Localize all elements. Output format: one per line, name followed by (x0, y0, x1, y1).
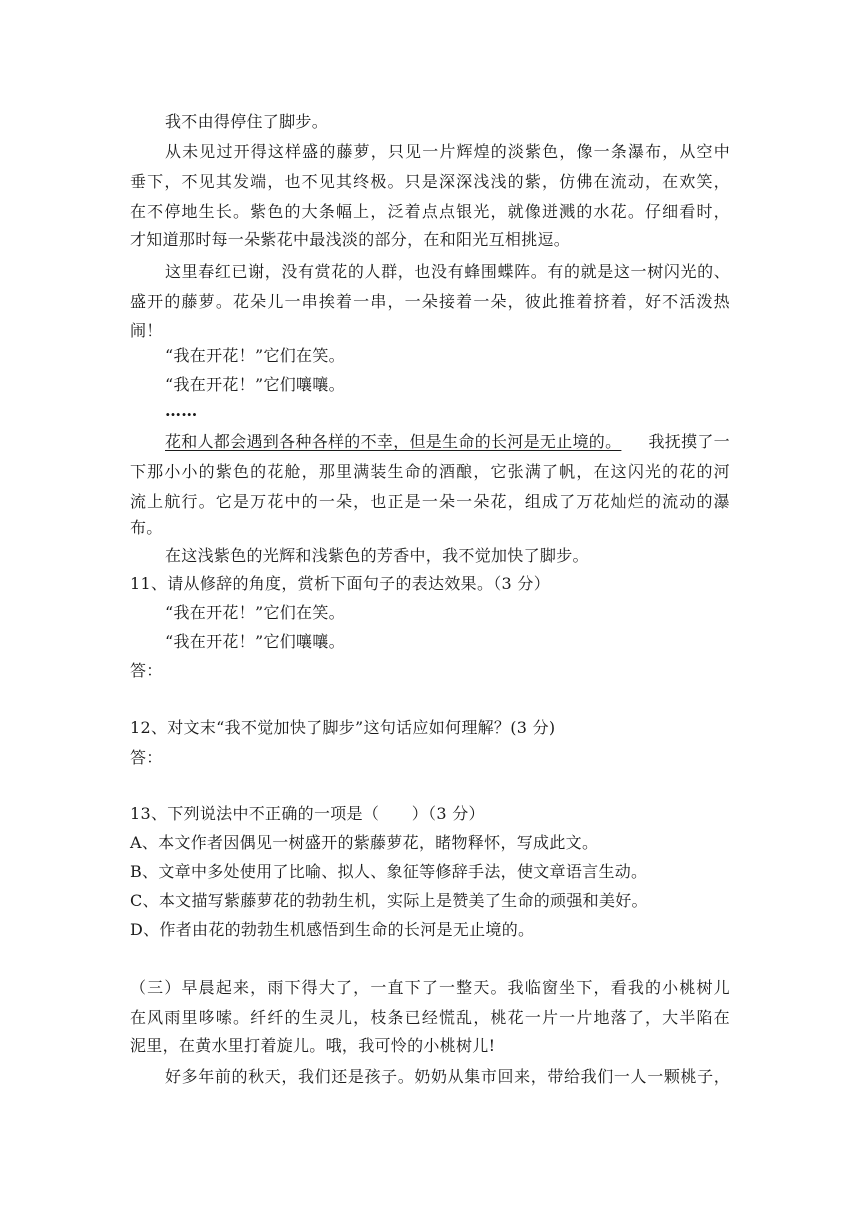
passage-line: 这里春红已谢，没有赏花的人群，也没有蜂围蝶阵。有的就是这一树闪光的、 (165, 262, 730, 281)
passage-line: 垂下，不见其发端，也不见其终极。只是深深浅浅的紫，仿佛在流动，在欢笑， (130, 172, 730, 191)
option-b: B、文章中多处使用了比喻、拟人、象征等修辞手法，使文章语言生动。 (130, 862, 648, 881)
passage-text: 我抚摸了一 (648, 432, 730, 451)
passage-line: 在这浅紫色的光辉和浅紫色的芳香中，我不觉加快了脚步。 (165, 546, 589, 565)
quote-line: “我在开花！”它们在笑。 (165, 346, 345, 365)
passage-line: 流上航行。它是万花中的一朵，也正是一朵一朵花，组成了万花灿烂的流动的瀑 (130, 492, 730, 511)
answer-label: 答： (130, 748, 163, 767)
answer-label: 答： (130, 661, 163, 680)
underlined-sentence: 花和人都会遇到各种各样的不幸，但是生命的长河是无止境的。 (165, 432, 622, 451)
passage-line: 下那小小的紫色的花舱，那里满装生命的酒酿，它张满了帆，在这闪光的花的河 (130, 462, 730, 481)
passage-line: 在风雨里哆嗦。纤纤的生灵儿，枝条已经慌乱，桃花一片一片地落了，大半陷在 (130, 1008, 730, 1027)
option-d: D、作者由花的勃勃生机感悟到生命的长河是无止境的。 (130, 920, 535, 939)
passage-line: 布。 (130, 518, 163, 537)
ellipsis: …… (165, 401, 198, 420)
quote-line: “我在开花！”它们嚷嚷。 (165, 632, 345, 651)
passage-line: 闹！ (130, 321, 163, 340)
passage-line: 在不停地生长。紫色的大条幅上，泛着点点银光，就像迸溅的水花。仔细看时， (130, 202, 730, 221)
option-a: A、本文作者因偶见一树盛开的紫藤萝花，睹物释怀，写成此文。 (130, 833, 599, 852)
question-13: 13、下列说法中不正确的一项是（ ）（3 分） (130, 804, 485, 823)
passage-line: 泥里，在黄水里打着旋儿。哦，我可怜的小桃树儿! (130, 1036, 496, 1055)
passage-line (165, 432, 730, 452)
passage-line: 从未见过开得这样盛的藤萝，只见一片辉煌的淡紫色，像一条瀑布，从空中 (165, 142, 730, 161)
question-12: 12、对文末“我不觉加快了脚步”这句话应如何理解？(3 分) (130, 718, 556, 737)
passage-line: 才知道那时每一朵紫花中最浅淡的部分，在和阳光互相挑逗。 (130, 230, 571, 249)
passage-line: 好多年前的秋天，我们还是孩子。奶奶从集市回来，带给我们一人一颗桃子， (165, 1067, 730, 1086)
passage-line: 我不由得停住了脚步。 (165, 112, 329, 131)
option-c: C、本文描写紫藤萝花的勃勃生机，实际上是赞美了生命的顽强和美好。 (130, 891, 648, 910)
quote-line: “我在开花！”它们嚷嚷。 (165, 375, 345, 394)
passage-line: （三）早晨起来，雨下得大了，一直下了一整天。我临窗坐下，看我的小桃树儿 (130, 978, 730, 997)
quote-line: “我在开花！”它们在笑。 (165, 603, 345, 622)
passage-line: 盛开的藤萝。花朵儿一串挨着一串，一朵接着一朵，彼此推着挤着，好不活泼热 (130, 292, 730, 311)
question-11: 11、请从修辞的角度，赏析下面句子的表达效果。（3 分） (130, 574, 551, 593)
